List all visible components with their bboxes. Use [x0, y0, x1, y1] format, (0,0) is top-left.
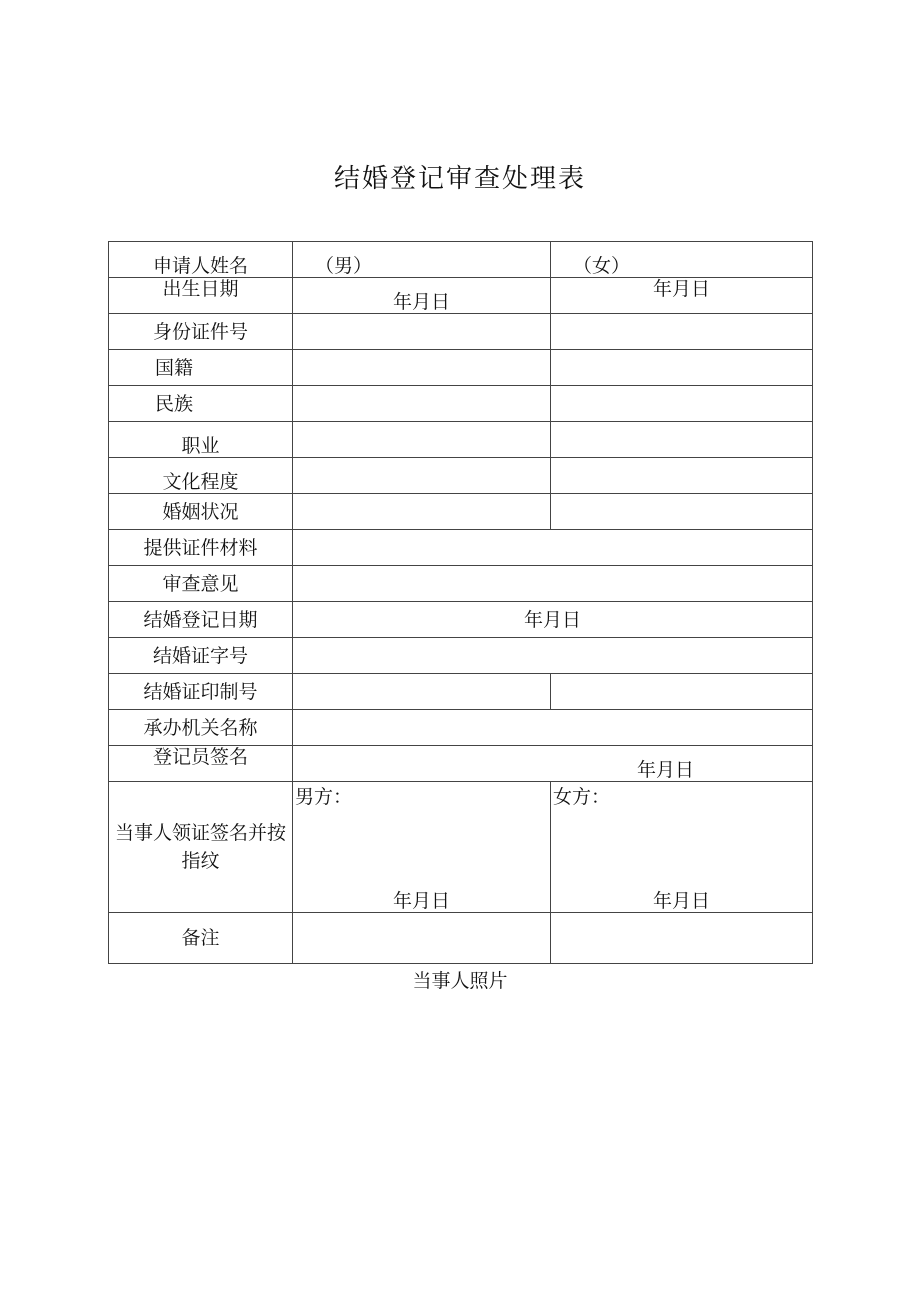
female-signature-date: 年月日 [652, 890, 710, 912]
table-row [109, 913, 813, 964]
certificate-number-label: 结婚证字号 [109, 638, 293, 674]
agency-name-label: 承办机关名称 [109, 710, 293, 746]
nationality-male-field[interactable] [293, 350, 551, 386]
registration-date-field[interactable]: 年月日 [293, 602, 813, 638]
party-signature-label: 当事人领证签名并按指纹 [109, 782, 293, 913]
print-number-male-field[interactable] [293, 674, 551, 710]
table-row [109, 458, 813, 494]
female-party-label: 女方： [553, 786, 611, 808]
nationality-label: 国籍 [109, 350, 293, 386]
birth-date-label: 出生日期 [109, 278, 293, 314]
table-row [109, 350, 813, 386]
table-row [109, 602, 813, 638]
marital-status-female-field[interactable] [551, 494, 813, 530]
male-signature-date: 年月日 [392, 890, 450, 912]
table-row [109, 566, 813, 602]
nationality-female-field[interactable] [551, 350, 813, 386]
applicant-name-female-field[interactable]: （女） [551, 242, 813, 278]
education-male-field[interactable] [293, 458, 551, 494]
print-number-label: 结婚证印制号 [109, 674, 293, 710]
marital-status-male-field[interactable] [293, 494, 551, 530]
id-number-male-field[interactable] [293, 314, 551, 350]
occupation-male-field[interactable] [293, 422, 551, 458]
registration-review-table [108, 241, 813, 964]
table-row [109, 278, 813, 314]
table-row [109, 710, 813, 746]
review-opinion-field[interactable] [293, 566, 813, 602]
table-row [109, 638, 813, 674]
birth-date-male-field[interactable]: 年月日 [293, 278, 551, 314]
female-signature-field[interactable] [551, 782, 813, 913]
applicant-name-male-field[interactable]: （男） [293, 242, 551, 278]
education-female-field[interactable] [551, 458, 813, 494]
id-number-label: 身份证件号 [109, 314, 293, 350]
applicant-name-label: 申请人姓名 [109, 242, 293, 278]
id-number-female-field[interactable] [551, 314, 813, 350]
table-row [109, 746, 813, 782]
registration-date-label: 结婚登记日期 [109, 602, 293, 638]
table-row [109, 494, 813, 530]
occupation-female-field[interactable] [551, 422, 813, 458]
table-row [109, 422, 813, 458]
remarks-label: 备注 [109, 913, 293, 964]
table-row [109, 242, 813, 278]
table-row [109, 314, 813, 350]
documents-label: 提供证件材料 [109, 530, 293, 566]
photo-caption: 当事人照片 [412, 970, 508, 992]
male-party-label: 男方： [295, 786, 353, 808]
documents-field[interactable] [293, 530, 813, 566]
table-row [109, 674, 813, 710]
ethnicity-label: 民族 [109, 386, 293, 422]
print-number-female-field[interactable] [551, 674, 813, 710]
occupation-label: 职业 [109, 422, 293, 458]
table-row [109, 782, 813, 913]
remarks-male-field[interactable] [293, 913, 551, 964]
remarks-female-field[interactable] [551, 913, 813, 964]
ethnicity-female-field[interactable] [551, 386, 813, 422]
marital-status-label: 婚姻状况 [109, 494, 293, 530]
table-row [109, 530, 813, 566]
education-label: 文化程度 [109, 458, 293, 494]
table-row [109, 386, 813, 422]
certificate-number-field[interactable] [293, 638, 813, 674]
review-opinion-label: 审查意见 [109, 566, 293, 602]
registrar-signature-label: 登记员签名 [109, 746, 293, 782]
agency-name-field[interactable] [293, 710, 813, 746]
male-signature-field[interactable] [293, 782, 551, 913]
registrar-signature-field[interactable]: 年月日 [293, 746, 813, 782]
ethnicity-male-field[interactable] [293, 386, 551, 422]
birth-date-female-field[interactable]: 年月日 [551, 278, 813, 314]
form-title: 结婚登记审查处理表 [333, 164, 586, 194]
